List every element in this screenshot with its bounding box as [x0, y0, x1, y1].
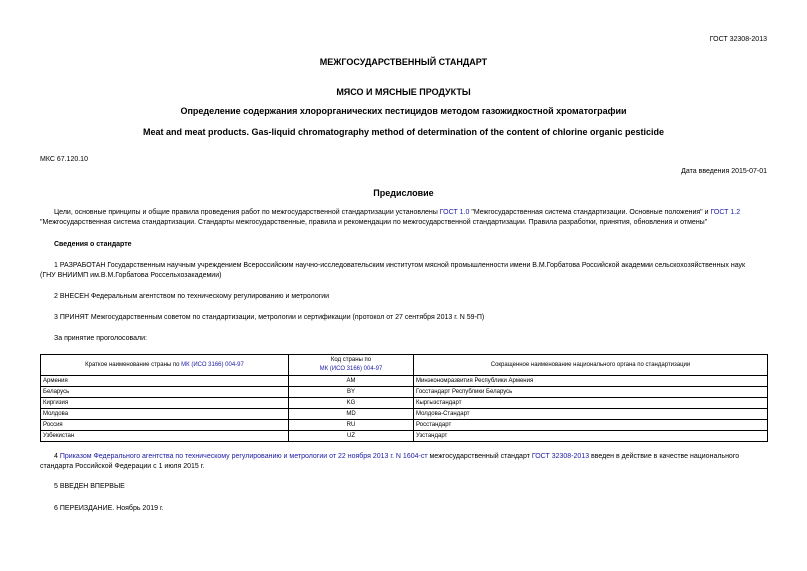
table-row — [41, 409, 768, 420]
country-cell: Узбекистан — [41, 431, 289, 442]
table-row — [41, 376, 768, 387]
header-standards-body: Сокращенное наименование национального органа по стандартизации — [414, 355, 768, 376]
body-cell: Минэкономразвития Республики Армения — [414, 376, 768, 387]
table-row — [41, 387, 768, 398]
header-country-name — [41, 355, 289, 376]
voted-label: За принятие проголосовали: — [54, 335, 147, 342]
item1-developed-line1: 1 РАЗРАБОТАН Государственным научным учреждением Всероссийским научно-исследовательским институтом мясной промышленности имени В.М.Горбатова Российской академии сельскохозяйственных наук — [54, 262, 746, 269]
body-cell: Молдова-Стандарт — [414, 409, 768, 420]
body-cell: Узстандарт — [414, 431, 768, 442]
header-country-code — [289, 355, 414, 376]
item4-order-line2: стандарта Российской Федерации с 1 июля 2015 г. — [40, 463, 205, 470]
intro-date: Дата введения 2015-07-01 — [681, 168, 767, 175]
country-cell: Молдова — [41, 409, 289, 420]
table-row — [41, 431, 768, 442]
item2-introduced: 2 ВНЕСЕН Федеральным агентством по техническому регулированию и метрологии — [54, 293, 330, 300]
preface-paragraph-line2: "Межгосударственная система стандартизации. Стандарты межгосударственные, правила и рекомендации по межгосударственной стандартизации. Правила разработки, принятия, обновления и отмены" — [40, 219, 708, 226]
gost-32308-link[interactable]: ГОСТ 32308-2013 — [531, 453, 590, 460]
header-code-text: Код страны по — [330, 357, 372, 363]
item4-text-mid: межгосударственный стандарт — [427, 453, 532, 460]
body-cell: Кыргызстандарт — [414, 398, 768, 409]
voting-countries-table — [40, 354, 768, 442]
document-subtitle: Определение содержания хлорорганических пестицидов методом газожидкостной хроматографии — [180, 106, 627, 116]
item3-adopted: 3 ПРИНЯТ Межгосударственным советом по стандартизации, метрологии и сертификации (протокол от 27 сентября 2013 г. N 59-П) — [54, 314, 485, 321]
mks-code: МКС 67.120.10 — [40, 156, 88, 163]
item1-developed-line2: (ГНУ ВНИИМП им.В.М.Горбатова Россельхозакадемии) — [40, 272, 222, 279]
code-cell: UZ — [289, 431, 414, 442]
preface-heading: Предисловие — [373, 188, 434, 198]
order-link[interactable]: Приказом Федерального агентства по техническому регулированию и метрологии от 22 ноября 2013 г. N 1604-ст — [59, 453, 428, 460]
item5-first-introduced: 5 ВВЕДЕН ВПЕРВЫЕ — [54, 483, 125, 490]
item4-text-end: введен в действие в качестве национального — [589, 453, 740, 460]
gost-code: ГОСТ 32308-2013 — [709, 36, 767, 43]
preface-text-mid: "Межгосударственная система стандартизации. Основные положения" и — [469, 209, 711, 216]
about-standard-heading: Сведения о стандарте — [54, 241, 132, 248]
header-country-text: Краткое наименование страны по — [85, 361, 182, 368]
country-cell: Россия — [41, 420, 289, 431]
preface-paragraph-line1 — [54, 208, 740, 218]
standard-type-title: МЕЖГОСУДАРСТВЕННЫЙ СТАНДАРТ — [319, 57, 488, 67]
code-cell: MD — [289, 409, 414, 420]
item4-number: 4 — [54, 453, 60, 460]
document-title: МЯСО И МЯСНЫЕ ПРОДУКТЫ — [336, 87, 471, 97]
document-title-english: Meat and meat products. Gas-liquid chromatography method of determination of the content of chlorine organic pesticide — [142, 127, 665, 137]
code-cell: AM — [289, 376, 414, 387]
code-cell: RU — [289, 420, 414, 431]
mk-iso-link-1[interactable]: МК (ИСО 3166) 004-97 — [181, 361, 244, 368]
code-cell: BY — [289, 387, 414, 398]
table-row — [41, 420, 768, 431]
country-cell: Беларусь — [41, 387, 289, 398]
gost-1-0-link[interactable]: ГОСТ 1.0 — [439, 209, 470, 216]
item6-reissue: 6 ПЕРЕИЗДАНИЕ. Ноябрь 2019 г. — [54, 505, 164, 512]
preface-text-start: Цели, основные принципы и общие правила проведения работ по межгосударственной стандартизации установлены — [54, 209, 440, 216]
code-cell: KG — [289, 398, 414, 409]
mk-iso-link-2[interactable]: МК (ИСО 3166) 004-97 — [319, 366, 383, 372]
table-header-row — [41, 355, 768, 376]
country-cell: Армения — [41, 376, 289, 387]
item4-order-line1 — [54, 452, 739, 462]
country-cell: Киргизия — [41, 398, 289, 409]
body-cell: Росстандарт — [414, 420, 768, 431]
table-row — [41, 398, 768, 409]
body-cell: Госстандарт Республики Беларусь — [414, 387, 768, 398]
gost-1-2-link[interactable]: ГОСТ 1.2 — [710, 209, 741, 216]
